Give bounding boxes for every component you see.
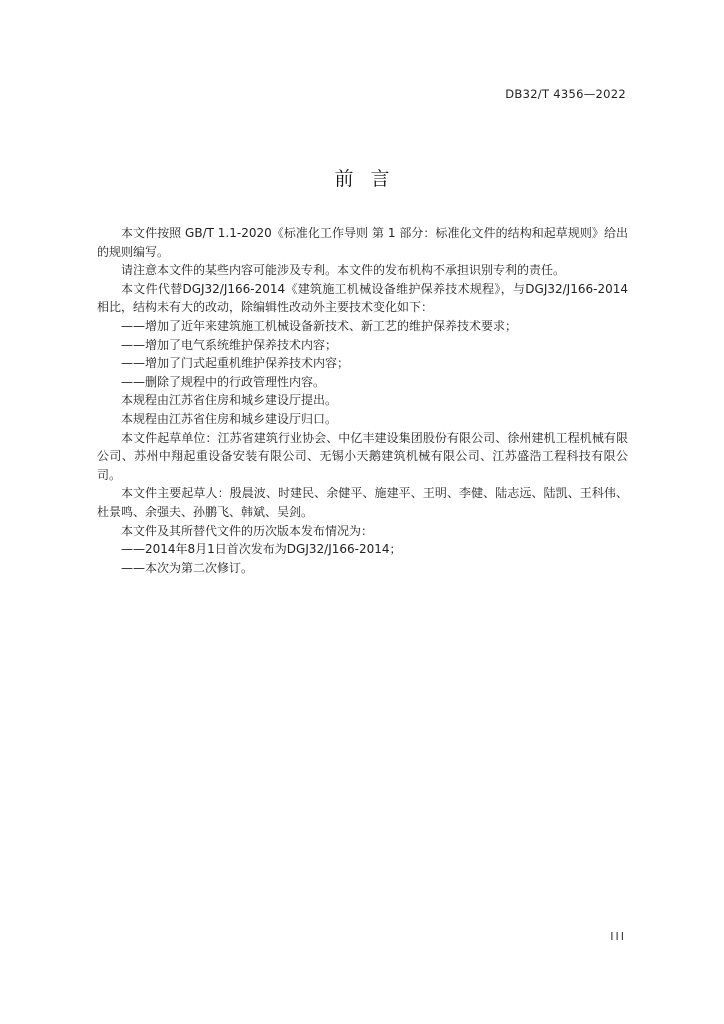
version-item: ——2014年8月1日首次发布为DGJ32/J166-2014； (121, 542, 402, 557)
version-item: ——本次为第二次修订。 (121, 560, 254, 575)
change-item: ——增加了门式起重机维护保养技术内容； (121, 356, 350, 371)
paragraph-proposer: 本规程由江苏省住房和城乡建设厅提出。 (121, 393, 338, 408)
standard-code: DB32/T 4356—2022 (505, 87, 626, 101)
page-number: III (610, 930, 626, 943)
change-item: ——增加了近年来建筑施工机械设备新技术、新工艺的维护保养技术要求； (121, 318, 518, 333)
page-title: 前言 (334, 168, 407, 190)
paragraph-drafting-units: 本文件起草单位：江苏省建筑行业协会、中亿丰建设集团股份有限公司、徐州建机工程机械有限公司、苏州中翔起重设备安装有限公司、无锡小天鹅建筑机械有限公司、江苏盛浩工程科技有限公司。 (97, 430, 628, 482)
paragraph-version-history: 本文件及其所替代文件的历次版本发布情况为： (121, 523, 374, 538)
paragraph-administrator: 本规程由江苏省住房和城乡建设厅归口。 (121, 411, 338, 426)
paragraph-gbt-rule: 本文件按照 GB/T 1.1-2020《标准化工作导则 第 1 部分：标准化文件的结构和起草规则》给出的规则编写。 (97, 226, 628, 259)
change-item: ——删除了规程中的行政管理性内容。 (121, 374, 326, 389)
paragraph-patent-notice: 请注意本文件的某些内容可能涉及专利。本文件的发布机构不承担识别专利的责任。 (121, 263, 566, 278)
paragraph-replacement: 本文件代替DGJ32/J166-2014《建筑施工机械设备维护保养技术规程》，与DGJ32/J166-2014相比，结构未有大的改动，除编辑性改动外主要技术变化如下： (97, 281, 628, 315)
paragraph-drafters: 本文件主要起草人：殷晨波、时建民、余健平、施建平、王明、李健、陆志远、陆凯、王科伟、杜景鸣、余强夫、孙鹏飞、韩斌、吴剑。 (97, 486, 628, 519)
change-item: ——增加了电气系统维护保养技术内容； (121, 337, 338, 352)
foreword-body (97, 224, 628, 577)
